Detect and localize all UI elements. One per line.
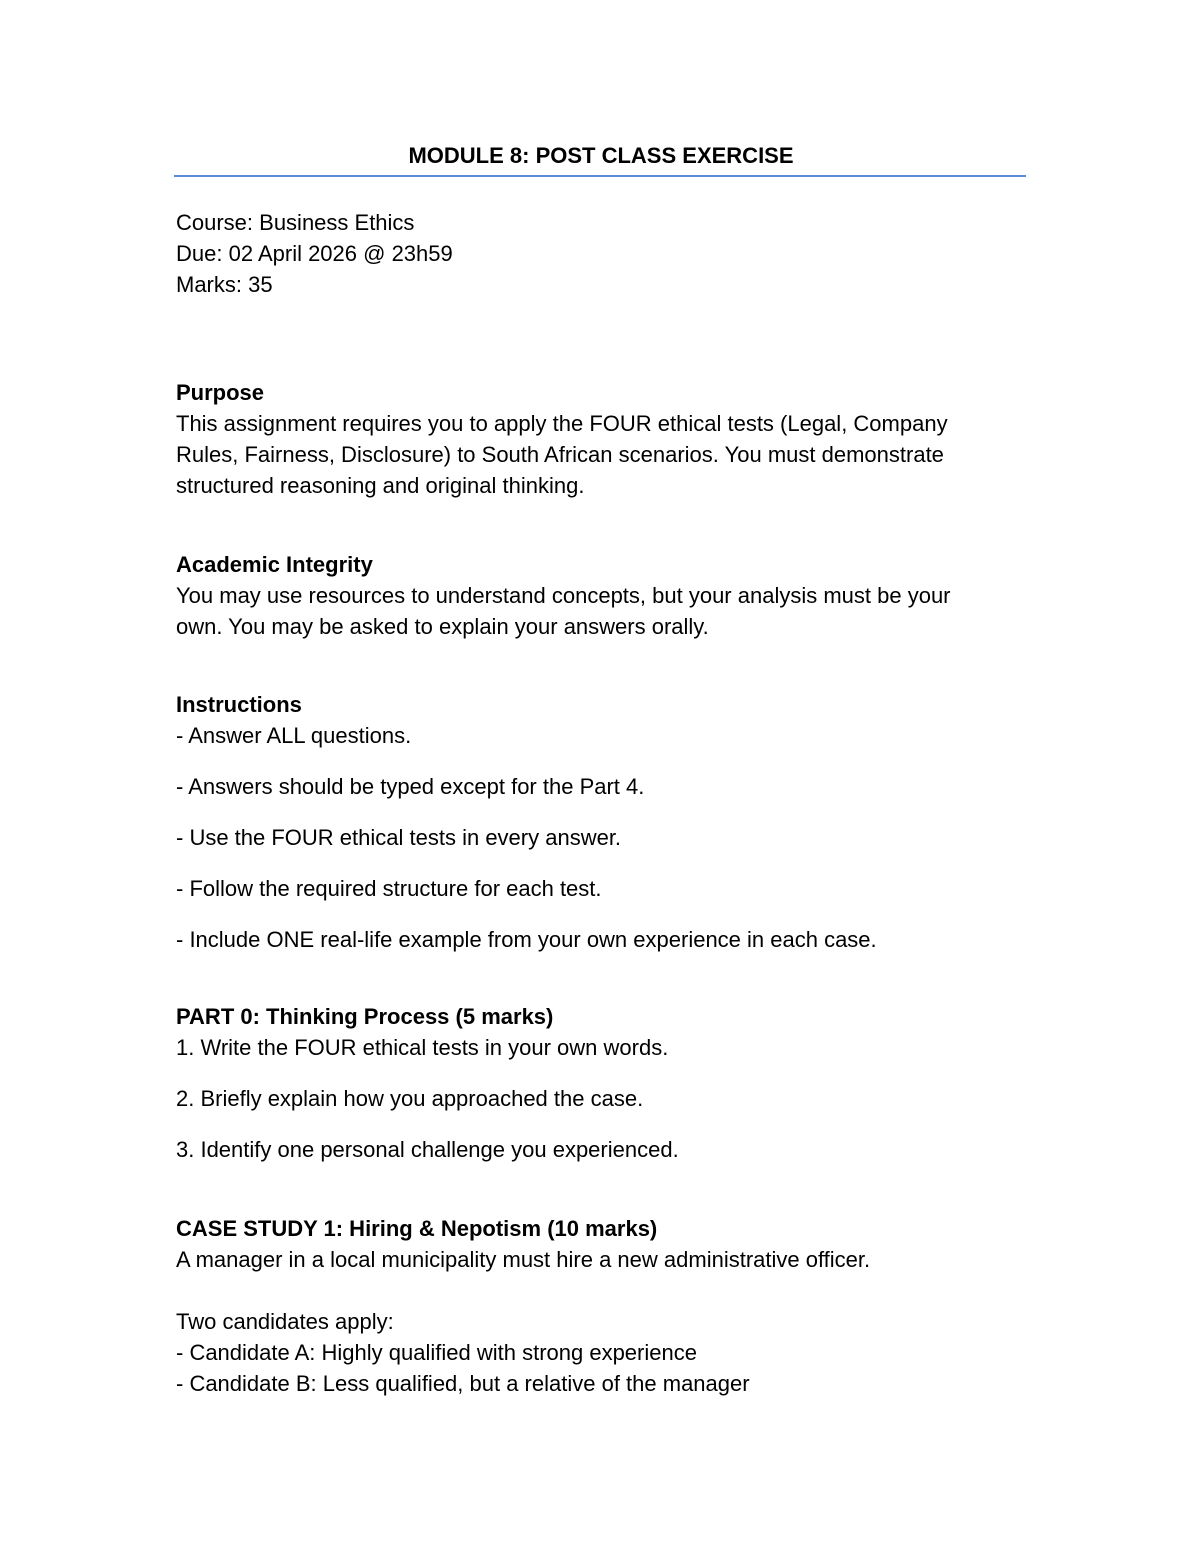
case-study-1-section (176, 1213, 1016, 1399)
instructions-section (176, 689, 1016, 955)
academic-integrity-text-line-1: You may use resources to understand concepts, but your analysis must be your (176, 583, 951, 608)
part-0-item: 2. Briefly explain how you approached the case. (176, 1086, 644, 1111)
due-line: Due: 02 April 2026 @ 23h59 (176, 241, 453, 266)
purpose-section (176, 377, 1016, 501)
instruction-item: - Answer ALL questions. (176, 723, 412, 748)
paragraph-gap (176, 1275, 1016, 1306)
instruction-item: - Answers should be typed except for the Part 4. (176, 774, 645, 799)
case-study-1-heading: CASE STUDY 1: Hiring & Nepotism (10 marks) (176, 1216, 658, 1241)
academic-integrity-text-line-2: own. You may be asked to explain your answers orally. (176, 614, 709, 639)
candidate-a: - Candidate A: Highly qualified with strong experience (176, 1340, 697, 1365)
document-title: MODULE 8: POST CLASS EXERCISE (408, 143, 794, 168)
purpose-text-line-1: This assignment requires you to apply the FOUR ethical tests (Legal, Company (176, 411, 948, 436)
academic-integrity-heading: Academic Integrity (176, 552, 373, 577)
purpose-heading: Purpose (176, 380, 265, 405)
course-line: Course: Business Ethics (176, 210, 415, 235)
part-0-heading: PART 0: Thinking Process (5 marks) (176, 1004, 554, 1029)
instruction-item: - Use the FOUR ethical tests in every answer. (176, 825, 622, 850)
part-0-section (176, 1001, 1016, 1165)
purpose-text-line-2: Rules, Fairness, Disclosure) to South African scenarios. You must demonstrate (176, 442, 944, 467)
document-meta (176, 207, 453, 300)
marks-line: Marks: 35 (176, 272, 273, 297)
academic-integrity-section (176, 549, 1016, 642)
instructions-heading: Instructions (176, 692, 302, 717)
part-0-item: 3. Identify one personal challenge you experienced. (176, 1137, 679, 1162)
case-study-1-intro: A manager in a local municipality must hire a new administrative officer. (176, 1247, 871, 1272)
title-underline (174, 175, 1026, 177)
part-0-item: 1. Write the FOUR ethical tests in your own words. (176, 1035, 669, 1060)
candidates-intro: Two candidates apply: (176, 1309, 394, 1334)
purpose-text-line-3: structured reasoning and original thinking. (176, 473, 585, 498)
candidate-b: - Candidate B: Less qualified, but a relative of the manager (176, 1371, 750, 1396)
instruction-item: - Follow the required structure for each test. (176, 876, 602, 901)
instruction-item: - Include ONE real-life example from your own experience in each case. (176, 927, 877, 952)
